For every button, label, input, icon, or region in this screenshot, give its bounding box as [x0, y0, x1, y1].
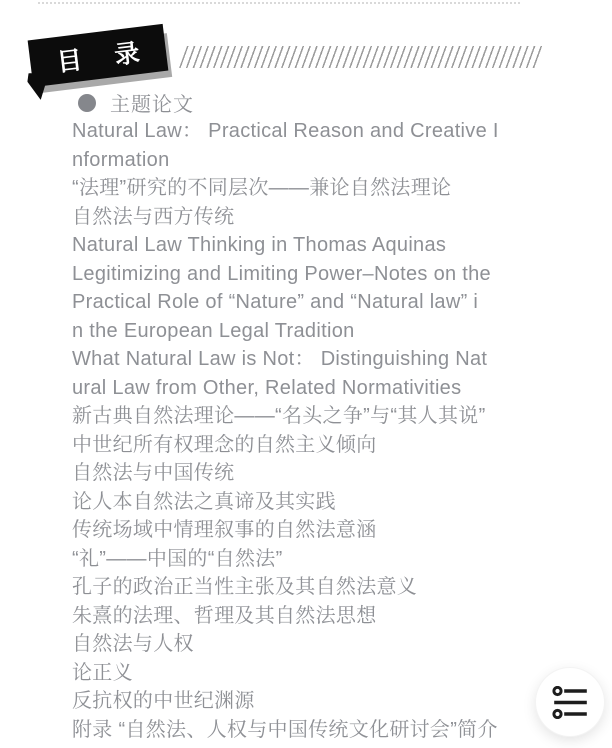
toc-entry-line[interactable]: What Natural Law is Not： Distinguishing Nat	[72, 348, 488, 370]
toc-fab-button[interactable]	[536, 668, 604, 736]
toc-entry-line[interactable]: 论正义	[72, 661, 133, 684]
toc-entry-line[interactable]: Legitimizing and Limiting Power–Notes on the	[72, 262, 491, 285]
toc-entry-line[interactable]: n the European Legal Tradition	[72, 319, 355, 342]
section-label: 主题论文	[110, 94, 194, 116]
toc-entry-line[interactable]: 孔子的政治正当性主张及其自然法意义	[72, 576, 418, 598]
toc-entry-line[interactable]: 自然法与人权	[72, 633, 194, 655]
toc-entry-line[interactable]: ural Law from Other, Related Normativities	[72, 376, 462, 399]
toc-entry-line[interactable]: 论人本自然法之真谛及其实践	[72, 490, 336, 513]
toc-list-icon	[552, 686, 589, 719]
toc-entry-line[interactable]: 中世纪所有权理念的自然主义倾向	[72, 433, 377, 456]
toc-entry-line[interactable]: 自然法与中国传统	[72, 462, 235, 484]
section-header	[0, 88, 612, 117]
toc-entry-line[interactable]: 新古典自然法理论——“名头之争”与“其人其说”	[72, 405, 486, 427]
toc-banner-label: 目 录	[55, 36, 155, 77]
top-dotted-divider	[38, 2, 520, 4]
toc-entry-line[interactable]: 传统场域中情理叙事的自然法意涵	[72, 519, 377, 541]
toc-list	[0, 88, 612, 744]
toc-entry-line[interactable]: Natural Law： Practical Reason and Creative I	[72, 120, 499, 142]
toc-entry-line[interactable]: Practical Role of “Nature” and “Natural law” i	[72, 291, 479, 313]
hatch-decoration	[179, 46, 545, 68]
toc-entry-line[interactable]: nformation	[72, 148, 170, 171]
toc-entry-line[interactable]: 附录 “自然法、人权与中国传统文化研讨会”简介	[72, 718, 498, 741]
toc-entry-line[interactable]: 自然法与西方传统	[72, 205, 235, 228]
toc-entry-line[interactable]: 反抗权的中世纪渊源	[72, 690, 255, 712]
section-bullet-icon	[78, 94, 96, 112]
toc-entry-line[interactable]: “礼”——中国的“自然法”	[72, 547, 283, 570]
toc-entry-line[interactable]: Natural Law Thinking in Thomas Aquinas	[72, 234, 447, 256]
toc-entry-line[interactable]: “法理”研究的不同层次——兼论自然法理论	[72, 177, 452, 199]
toc-entry-line[interactable]: 朱熹的法理、哲理及其自然法思想	[72, 604, 377, 627]
